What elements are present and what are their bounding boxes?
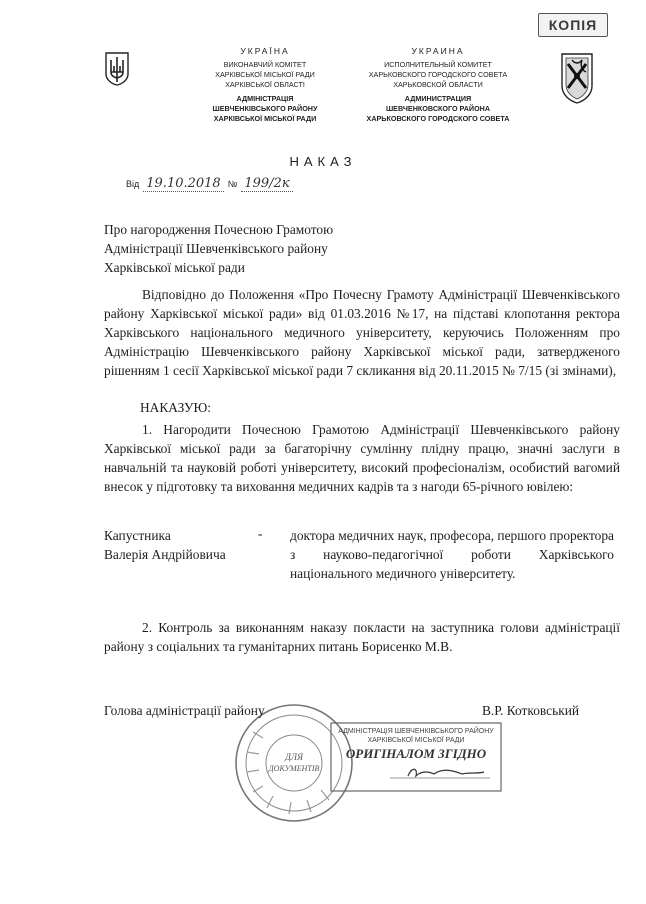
rect-stamp-line2: ХАРКІВСЬКОЇ МІСЬКОЇ РАДИ — [367, 737, 465, 744]
awardee-description: доктора медичних наук, професора, першого проректора з науково-педагогічної роботи Харківського національного медичного університету. — [290, 528, 614, 581]
order-subject — [104, 220, 333, 277]
header-bold-line: ШЕВЧЕНКІВСЬКОГО РАЙОНУ — [212, 104, 318, 113]
header-bold-line: АДМІНІСТРАЦІЯ — [236, 94, 294, 103]
awardee-given-name: Валерія Андрійовича — [104, 547, 226, 562]
signatory-position: Голова адміністрації району — [104, 703, 265, 718]
header-line: ХАРКІВСЬКОЇ МІСЬКОЇ РАДИ — [215, 70, 315, 79]
award-paragraph — [104, 420, 620, 496]
header-bold-line: ХАРКІВСЬКОЇ МІСЬКОЇ РАДИ — [213, 114, 317, 123]
header-country: УКРАЇНА — [240, 46, 290, 56]
copy-stamp: КОПІЯ — [538, 13, 608, 37]
subject-line: Про нагородження Почесною Грамотою — [104, 222, 334, 237]
preamble-paragraph — [104, 285, 620, 380]
header-bold-line: ХАРЬКОВСКОГО ГОРОДСКОГО СОВЕТА — [366, 114, 510, 123]
control-text: 2. Контроль за виконанням наказу покласти на заступника голови адміністрації району з соціальних та гуманітарних питань Борисенко М.В. — [104, 620, 620, 654]
round-stamp-text-2: ДОКУМЕНТІВ — [268, 764, 320, 773]
ukraine-trident-emblem-icon — [104, 52, 130, 86]
header-bold-line: АДМИНИСТРАЦИЯ — [404, 94, 472, 103]
number-prefix: № — [227, 179, 238, 189]
header-line: ВИКОНАВЧИЙ КОМІТЕТ — [223, 60, 307, 69]
awardee-surname: Капустника — [104, 528, 171, 543]
header-country: УКРАИНА — [411, 46, 465, 56]
order-directive: НАКАЗУЮ: — [140, 400, 211, 415]
rect-stamp-main: ОРИГІНАЛОМ ЗГІДНО — [345, 746, 487, 761]
header-line: ХАРКІВСЬКОЇ ОБЛАСТІ — [225, 80, 305, 89]
date-prefix: Від — [126, 179, 140, 189]
header-ukrainian — [190, 46, 340, 124]
certified-copy-stamp — [330, 722, 502, 792]
order-date: 19.10.2018 — [143, 176, 223, 192]
awardee-name — [104, 526, 226, 564]
award-text: 1. Нагородити Почесною Грамотою Адміністрації Шевченківського району Харківської міської ради за багаторічну сумлінну плідну працю, значні заслуги в навчальній та науковій роботі університету, високий професіоналізм, особистий вагомий внесок у підготовку та виховання медичних кадрів та з нагоди 65-річного ювілею: — [104, 422, 620, 494]
round-stamp-text-1: ДЛЯ — [285, 752, 303, 762]
header-line: ИСПОЛНИТЕЛЬНЫЙ КОМИТЕТ — [384, 60, 492, 69]
subject-line: Харківської міської ради — [104, 260, 245, 275]
awardee-dash: - — [258, 526, 263, 541]
subject-line: Адміністрації Шевченківського району — [104, 241, 328, 256]
order-date-number — [126, 176, 293, 192]
preamble-text: Відповідно до Положення «Про Почесну Грамоту Адміністрації Шевченківського району Харківської міської ради» від 01.03.2016 №17, на підставі клопотання ректора Харківського національного медичного університету, керуючись Положенням про Адміністрацію Шевченківського району Харківської міської ради, затвердженого рішенням 1 сесії Харківської міської ради 7 скликання від 20.11.2015 № 7/15 (зі змінами), — [104, 287, 620, 378]
signature-scribble-icon — [408, 769, 484, 776]
signatory-name: В.Р. Котковський — [482, 703, 580, 718]
control-paragraph — [104, 618, 620, 656]
document-title: НАКАЗ — [289, 154, 357, 169]
header-russian — [352, 46, 524, 124]
rect-stamp-line1: АДМІНІСТРАЦІЯ ШЕВЧЕНКІВСЬКОГО РАЙОНУ — [338, 728, 494, 735]
order-number: 199/2к — [241, 176, 292, 192]
kharkiv-coat-of-arms-icon — [560, 52, 594, 104]
header-line: ХАРЬКОВСКОГО ГОРОДСКОГО СОВЕТА — [368, 70, 508, 79]
header-line: ХАРЬКОВСКОЙ ОБЛАСТИ — [393, 80, 483, 89]
header-bold-line: ШЕВЧЕНКОВСКОГО РАЙОНА — [385, 104, 491, 113]
